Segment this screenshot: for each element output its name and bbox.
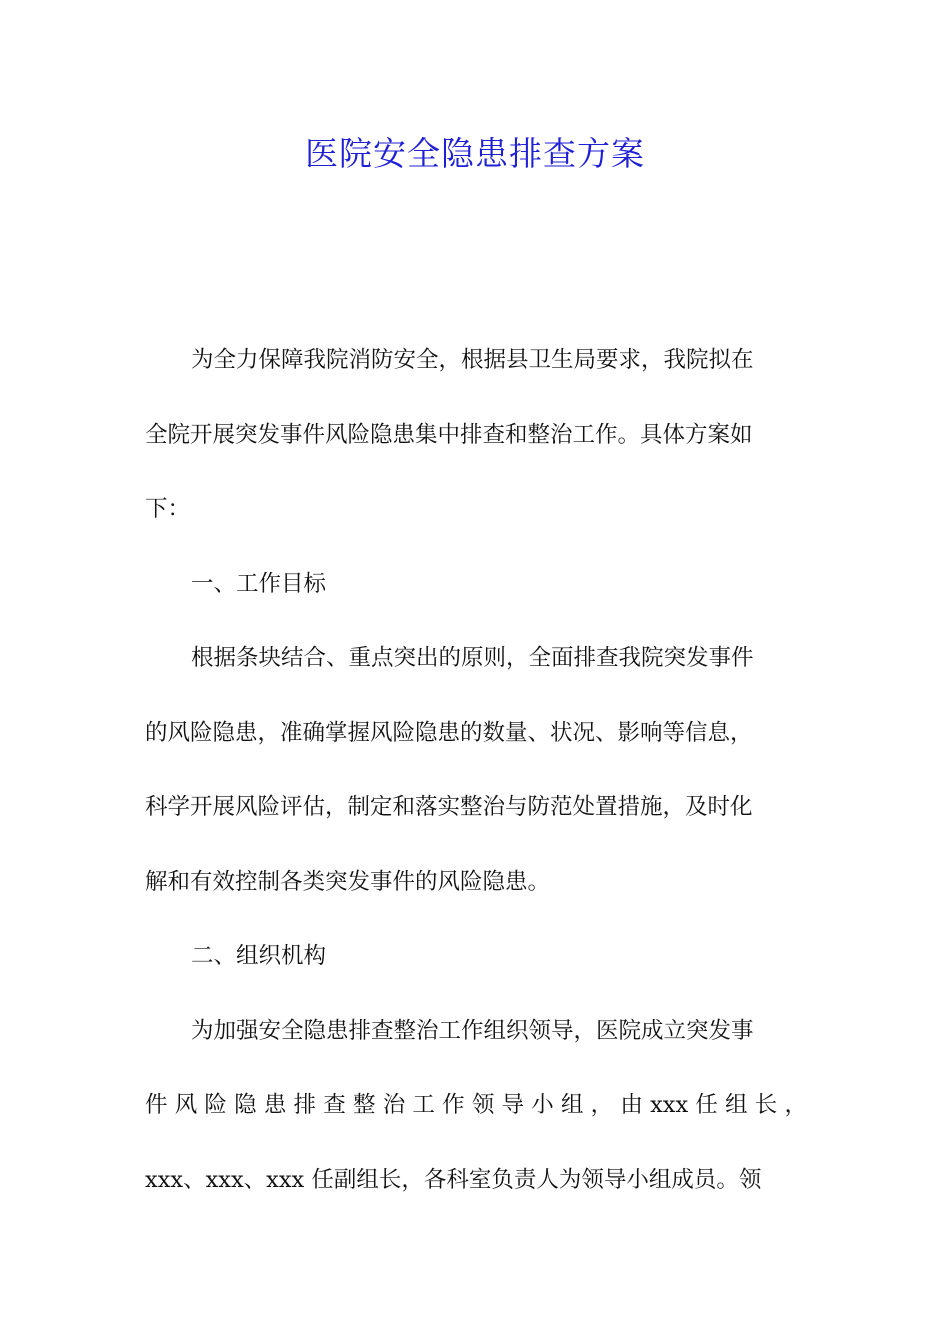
paragraph-goal-line-2: 的风险隐患，准确掌握风险隐患的数量、状况、影响等信息， <box>145 719 753 746</box>
paragraph-organization-line-3: xxx、xxx、xxx 任副组长，各科室负责人为领导小组成员。领 <box>145 1166 762 1193</box>
paragraph-organization-line-2: 件 风 险 隐 患 排 查 整 治 工 作 领 导 小 组 ， 由 xxx 任 组 长 ， <box>145 1092 807 1118</box>
paragraph-goal-line-4: 解和有效控制各类突发事件的风险隐患。 <box>145 868 551 895</box>
section-heading-work-goal: 一、工作目标 <box>191 570 327 597</box>
paragraph-intro-line-2: 全院开展突发事件风险隐患集中排查和整治工作。具体方案如 <box>145 421 753 448</box>
paragraph-goal-line-3: 科学开展风险评估，制定和落实整治与防范处置措施，及时化 <box>145 794 753 820</box>
paragraph-intro-line-1: 为全力保障我院消防安全，根据县卫生局要求，我院拟在 <box>191 347 754 373</box>
document-title: 医院安全隐患排查方案 <box>305 134 645 173</box>
paragraph-intro-line-3: 下： <box>145 496 191 522</box>
paragraph-goal-line-1: 根据条块结合、重点突出的原则，全面排查我院突发事件 <box>191 645 754 671</box>
section-heading-organization: 二、组织机构 <box>191 943 327 969</box>
paragraph-organization-line-1: 为加强安全隐患排查整治工作组织领导，医院成立突发事 <box>191 1017 754 1044</box>
document-body <box>145 336 807 1230</box>
